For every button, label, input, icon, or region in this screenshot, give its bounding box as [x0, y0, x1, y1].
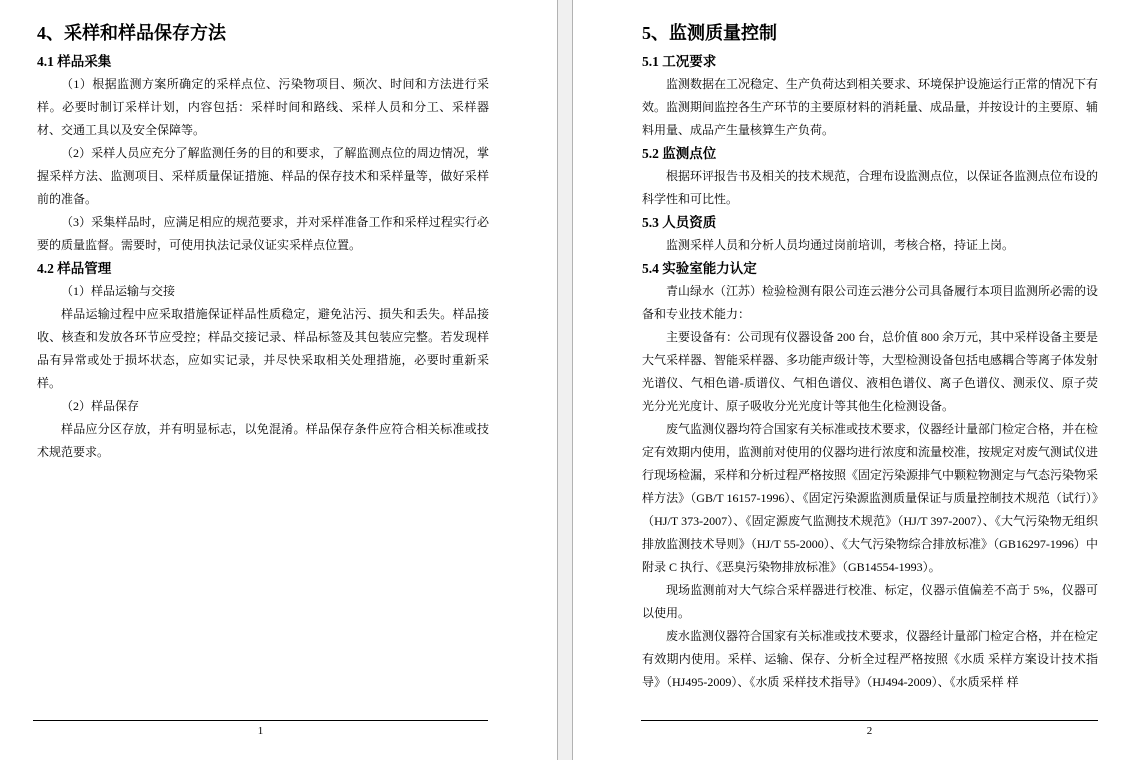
paragraph: 废气监测仪器均符合国家有关标准或技术要求，仪器经计量部门检定合格，并在检定有效期内使用，监测前对使用的仪器均进行浓度和流量校准，按规定对废气测试仪进行现场检漏，采样和分析过程严格按照《固定污染源排气中颗粒物测定与气态污染物采样方法》（GB/T 16157-1996）、《固定污染源监测质量保证与质量控制技术规范（试行）》（HJ/T 373-2007）、《固定源废气监测技术规范》（HJ/T 397-2007）、《大气污染物无组织排放监测技术导则》（HJ/T 55-2000）、《大气污染物综合排放标准》（GB16297-1996）中附录 C 执行、《恶臭污染物排放标准》（GB14554-1993）。 [642, 422, 1099, 574]
section-heading: 5.1 工况要求 [642, 54, 717, 69]
paragraph: 根据环评报告书及相关的技术规范，合理布设监测点位，以保证各监测点位布设的科学性和可比性。 [642, 169, 1099, 206]
page-gutter [557, 0, 573, 760]
page-2-content [642, 21, 1098, 694]
paragraph: （2）采样人员应充分了解监测任务的目的和要求，了解监测点位的周边情况，掌握采样方法、监测项目、采样质量保证措施、样品的保存技术和采样量等，做好采样前的准备。 [37, 146, 489, 206]
paragraph: 主要设备有：公司现有仪器设备 200 台，总价值 800 余万元，其中采样设备主要是大气采样器、智能采样器、多功能声级计等，大型检测设备包括电感耦合等离子体发射光谱仪、气相色谱-质谱仪、气相色谱仪、液相色谱仪、离子色谱仪、测汞仪、原子荧光分光光度计、原子吸收分光光度计等其他生化检测设备。 [642, 330, 1099, 413]
page-2 [573, 0, 1125, 760]
section-heading: 5.2 监测点位 [642, 146, 717, 161]
section-heading: 4.1 样品采集 [37, 54, 112, 69]
section-heading: 4.2 样品管理 [37, 261, 112, 276]
paragraph: （1）样品运输与交接 [61, 284, 176, 298]
paragraph: 监测采样人员和分析人员均通过岗前培训，考核合格，持证上岗。 [666, 238, 1015, 252]
chapter-heading: 5、监测质量控制 [642, 23, 777, 43]
paragraph: （1）根据监测方案所确定的采样点位、污染物项目、频次、时间和方法进行采样。必要时制订采样计划，内容包括：采样时间和路线、采样人员和分工、采样器材、交通工具以及安全保障等。 [37, 77, 489, 137]
page-number: 1 [257, 725, 264, 737]
section-heading: 5.4 实验室能力认定 [642, 261, 757, 276]
paragraph: （2）样品保存 [61, 399, 140, 413]
paragraph: 现场监测前对大气综合采样器进行校准、标定，仪器示值偏差不高于 5%，仪器可以使用。 [642, 583, 1098, 620]
paragraph: 样品应分区存放，并有明显标志，以免混淆。样品保存条件应符合相关标准或技术规范要求。 [37, 422, 489, 459]
page-1 [0, 0, 557, 760]
page-footer [33, 720, 488, 739]
chapter-heading: 4、采样和样品保存方法 [37, 23, 226, 43]
page-number: 2 [866, 725, 873, 737]
paragraph: 监测数据在工况稳定、生产负荷达到相关要求、环境保护设施运行正常的情况下有效。监测期间监控各生产环节的主要原材料的消耗量、成品量，并按设计的主要原、辅料用量、成品产生量核算生产负荷。 [642, 77, 1099, 137]
paragraph: 废水监测仪器符合国家有关标准或技术要求，仪器经计量部门检定合格，并在检定有效期内使用。采样、运输、保存、分析全过程严格按照《水质 采样方案设计技术指导》（HJ495-2009）、《水质 采样技术指导》（HJ494-2009）、《水质采样 样 [642, 629, 1099, 689]
paragraph: 青山绿水（江苏）检验检测有限公司连云港分公司具备履行本项目监测所必需的设备和专业技术能力： [642, 284, 1099, 321]
paragraph: 样品运输过程中应采取措施保证样品性质稳定，避免沾污、损失和丢失。样品接收、核查和发放各环节应受控；样品交接记录、样品标签及其包装应完整。若发现样品有异常或处于损坏状态，应如实记录，并尽快采取相关处理措施，必要时重新采样。 [37, 307, 489, 390]
page-footer [641, 720, 1098, 739]
page-1-content [37, 21, 489, 464]
section-heading: 5.3 人员资质 [642, 215, 717, 230]
paragraph: （3）采集样品时，应满足相应的规范要求，并对采样准备工作和采样过程实行必要的质量监督。需要时，可使用执法记录仪证实采样点位置。 [37, 215, 489, 252]
